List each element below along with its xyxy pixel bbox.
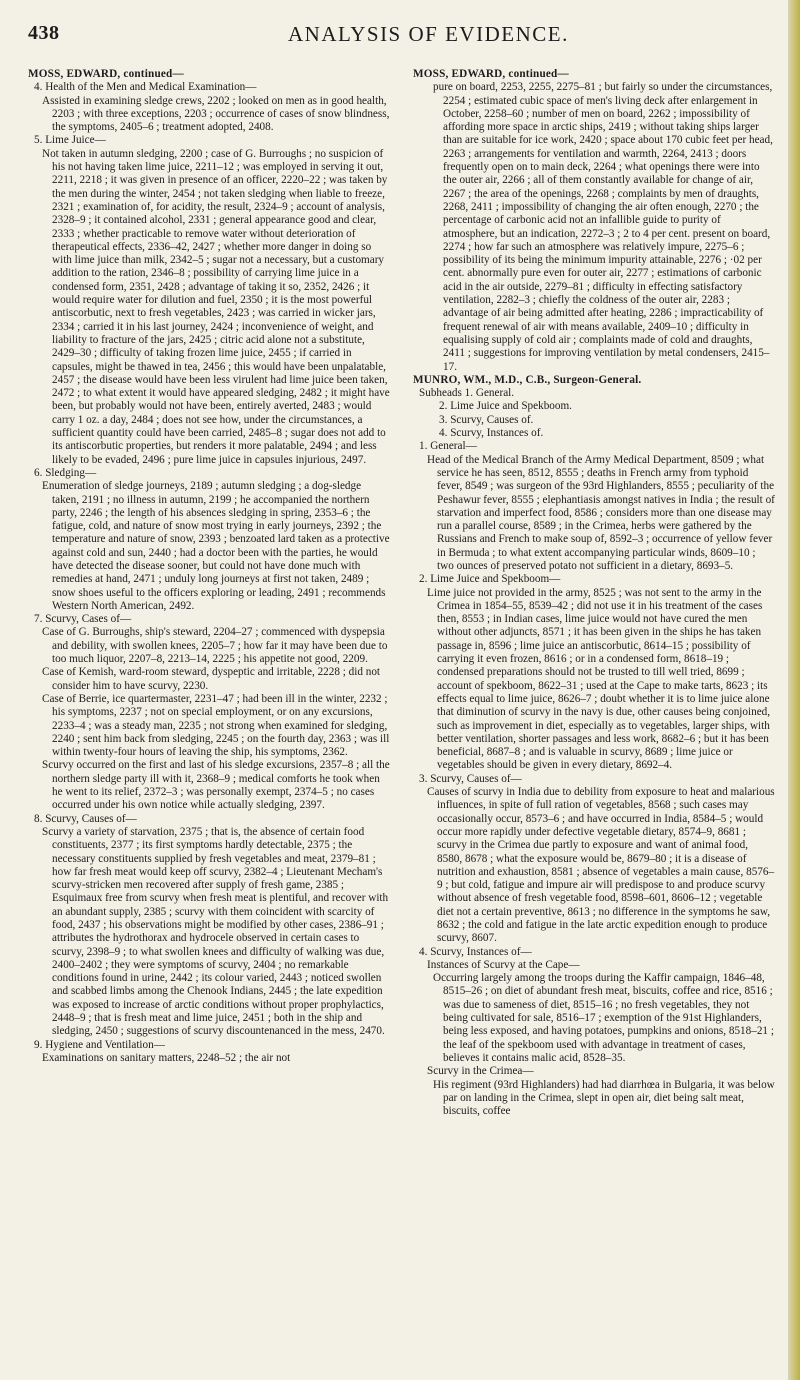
index-entry: Assisted in examining sledge crews, 2202 ; looked on men as in good health, 2203 ; with three exceptions, 2203 ; occurrence of cases of snow blindness, the symptoms, 2405–6 ; treatment adopted, 2408. [42, 94, 390, 134]
page-number: 438 [28, 22, 60, 44]
index-entry: Enumeration of sledge journeys, 2189 ; autumn sledging ; a dog-sledge taken, 2191 ; no illness in autumn, 2199 ; he accompanied the northern party, 2246 ; the length of his absences sledging in spring, 2353–6 ; the fatigue, cold, and nature of snow most trying in early journeys, 2392 ; the temperature and nature of snow, 2393 ; benzoated lard taken as a protective against cold and sun, 2440 ; had a doctor been with the parties, he would have detected the disease sooner, but could not have done much with remedies at hand, 2471 ; unduly long journeys at first not taken, 2489 ; snow shoes useful to the officers exploring or leading, 2491 ; recommends Western North American, 2492. [42, 480, 390, 612]
index-subhead: 2. Lime Juice and Spekboom— [419, 573, 561, 586]
index-subhead: 4. Health of the Men and Medical Examination— [34, 81, 257, 94]
index-entry: Head of the Medical Branch of the Army Medical Department, 8509 ; what service he has seen, 8512, 8555 ; deaths in French army from typhoid fever, 8549 ; was surgeon of the 93rd Highlanders, 8555 ; peculiarity of the Peshawur fever, 8555 ; elephantiasis amongst natives in India ; the result of starvation and imperfect food, 8586 ; considers more than one disease may run a parallel course, 8589 ; in the Crimea, herbs were gathered by the Russians and French to make soup of, 8592–3 ; occurrence of yellow fever in Bermuda ; to what extent accompanying particular winds, 8609–10 ; two ounces of preserved potato not sufficient in a dietary, 8693–5. [427, 453, 775, 572]
index-subhead: 8. Scurvy, Causes of— [34, 812, 137, 825]
index-subhead: Subheads 1. General. [419, 387, 515, 400]
index-heading: MOSS, EDWARD, continued— [28, 68, 184, 80]
left-column [28, 68, 390, 1358]
running-head: ANALYSIS OF EVIDENCE. [288, 22, 569, 46]
index-entry: Scurvy in the Crimea— [427, 1065, 534, 1078]
index-entry: Case of G. Burroughs, ship's steward, 2204–27 ; commenced with dyspepsia and debility, with swollen knees, 2205–7 ; how far it may have been due to too much liquor, 2207–8, 2213–14, 2225 ; his appetite not good, 2209. [42, 626, 388, 666]
page-edge-strip [788, 0, 800, 1380]
index-subhead: 1. General— [419, 440, 477, 453]
page-header [28, 22, 768, 48]
text-columns [28, 68, 780, 1358]
index-entry: Examinations on sanitary matters, 2248–52 ; the air not [42, 1051, 291, 1064]
index-entry: Scurvy a variety of starvation, 2375 ; that is, the absence of certain food constituents, 2377 ; its first symptoms hardly detectable, 2375 ; the necessary constituents supplied by fresh vegetables and meat, 2379–81 ; how far fresh meat would keep off scurvy, 2382–4 ; Lieutenant Mecham's scurvy-stricken men recovered after supply of fresh game, 2385 ; Esquimaux free from scurvy when fresh meat is plentiful, and recover with an abundant supply, 2385 ; scurvy with them coincident with scarcity of food, 2437 ; his observations might be modified by other cases, 2386–91 ; attributes the hydrothorax and hydrocele observed in certain cases to scurvy, 2398–9 ; to what swollen knees and difficulty of walking was due, 2400–2402 ; they were symptoms of scurvy, 2404 ; no remarkable conditions found in urine, 2442 ; its colour varied, 2443 ; noticed swollen and scabbed limbs among the Chenook Indians, 2445 ; the late expedition was exposed to increase of arctic conditions without proper prophylactics, 2448–9 ; that is fresh meat and lime juice, 2451 ; both in the ship and sledging, 2450 ; suggestions of scurvy discountenanced in the mess, 2470. [42, 825, 389, 1038]
index-entry: 3. Scurvy, Causes of. [439, 413, 534, 426]
index-entry: 2. Lime Juice and Spekboom. [439, 400, 572, 413]
index-entry: Scurvy occurred on the first and last of his sledge excursions, 2357–8 ; all the northern sledge party ill with it, 2368–9 ; medical comforts he took when he went to its relief, 2372–3 ; was personally exempt, 2374–5 ; no cases occurred under his own notice while actually sledging, 2397. [42, 759, 390, 812]
index-subhead: 6. Sledging— [34, 466, 97, 479]
index-entry: Occurring largely among the troops during the Kaffir campaign, 1846–48, 8515–26 ; on diet of abundant fresh meat, biscuits, coffee and rice, 8516 ; was due to sameness of diet, 8515–16 ; no fresh vegetables, they not being cultivated for sale, 8516–17 ; exemption of the 91st Highlanders, being less exposed, and having potatoes, pumpkins and onions, 8518–21 ; the leaf of the spekboom used with advantage in treatment of cases, believes it contains malic acid, 8528–35. [433, 972, 774, 1064]
index-entry: His regiment (93rd Highlanders) had had diarrhœa in Bulgaria, it was below par on landing in the Crimea, slept in open air, diet being salt meat, biscuits, coffee [433, 1078, 775, 1118]
index-subhead: 9. Hygiene and Ventilation— [34, 1038, 165, 1051]
index-entry: Case of Berrie, ice quartermaster, 2231–47 ; had been ill in the winter, 2232 ; his symptoms, 2237 ; not on special employment, or on any excursions, 2233–4 ; was a steady man, 2235 ; not strong when examined for sledging, 2240 ; sent him back from sledging, 2245 ; on the fourth day, 2363 ; was ill within twenty-four hours of leaving the ship, his symptoms, 2362. [42, 692, 390, 759]
index-heading: MUNRO, WM., M.D., C.B., Surgeon-General. [413, 373, 642, 386]
index-entry: pure on board, 2253, 2255, 2275–81 ; but fairly so under the circumstances, 2254 ; estimated cubic space of men's living deck after enlargement in October, 2258–60 ; number of men on board, 2262 ; impossibility of affording more space in arctic ships, 2419 ; without taking ships larger than are suitable for ice work, 2420 ; space about 170 cubic feet per head, 2263 ; arrangements for ventilation and warmth, 2264, 2413 ; doors frequently open on to main deck, 2264 ; what openings there were into the outer air, 2266 ; all of them constantly available for change of air, 2267 ; the area of the openings, 2268 ; complaints by men of draughts, 2268, 2411 ; impossibility of changing the air often enough, 2270 ; the percentage of carbonic acid not an infallible guide to purity of atmosphere, but an indication, 2272–3 ; 2 to 4 per cent. present on board, 2274 ; how far such an atmosphere was relatively impure, 2275–6 ; possibility of its being the minimum impurity attainable, 2276 ; ·02 per cent. abnormally pure even for outer air, 2277 ; estimations of carbonic acid in the air outside, 2279–81 ; difficulty in effecting satisfactory ventilation, 2282–3 ; chiefly the coldness of the outer air, 2283 ; advantage of air being admitted after heating, 2286 ; impracticability of frequent renewal of air with means available, 2409–10 ; difficulty in equalising supply of cold air ; complaints made of cold and draughts, 2411 ; suggestions for improving ventilation by metal condensers, 2415–17. [433, 81, 773, 373]
index-entry: 4. Scurvy, Instances of. [439, 427, 544, 440]
index-subhead: 4. Scurvy, Instances of— [419, 945, 532, 958]
index-entry: Case of Kemish, ward-room steward, dyspeptic and irritable, 2228 ; did not consider him to have scurvy, 2230. [42, 666, 381, 692]
index-entry: Lime juice not provided in the army, 8525 ; was not sent to the army in the Crimea in 1854–55, 8539–42 ; did not use it in his treatment of the cases then, 8553 ; in Indian cases, lime juice would not have cured the men without other adjuncts, 8571 ; it has been given in the ships he has taken passage in, 8596 ; lime juice an antiscorbutic, 8614–15 ; possibility of carrying it even frozen, 8616 ; or in a condensed form, 8618–19 ; condensed preparations should not be trusted to till well tried, 8699 ; account of spekboom, 8622–31 ; used at the Cape to make tarts, 8623 ; its effects equal to lime juice, 8626–7 ; doubt whether it is to lime juice alone that diminution of scurvy in the navy is due, other causes being conjoined, such as improvement in diet, especially as to vegetables, larger ships, with better ventilation, shorter passages and less work, 8682–6 ; but it has been beneficial, 8687–8 ; and is valuable in scurvy, 8689 ; lime juice or vegetables should be given in every dietary, 8692–4. [427, 586, 771, 772]
index-entry: Causes of scurvy in India due to debility from exposure to heat and malarious influences, in spite of full ration of vegetables, 8568 ; such cases may occasionally occur, 8573–6 ; and have occurred in India, 8584–5 ; would occur more rapidly under defective vegetable dietary, 8574–9, 8681 ; scurvy in the Crimea due partly to exposure and want of animal food, 8580, 8678 ; what the exposure would be, 8679–80 ; it is a disease of nutrition and exhaustion, 8581 ; absence of vegetables a main cause, 8576–9 ; but cold, fatigue and impure air will predispose to and produce scurvy without absence of fresh vegetable food, 8598–601, 8606–12 ; vegetable diet not a certain preventive, 8613 ; no difference in the symptoms he saw, 8632 ; the cold and fatigue in the late arctic expedition enough to produce scurvy, 8607. [427, 786, 775, 945]
index-subhead: 3. Scurvy, Causes of— [419, 772, 522, 785]
index-subhead: 7. Scurvy, Cases of— [34, 613, 132, 626]
index-entry: Instances of Scurvy at the Cape— [427, 958, 580, 971]
index-heading: MOSS, EDWARD, continued— [413, 68, 569, 80]
index-subhead: 5. Lime Juice— [34, 134, 106, 147]
right-column [413, 68, 775, 1358]
index-entry: Not taken in autumn sledging, 2200 ; case of G. Burroughs ; no suspicion of his not having taken lime juice, 2211–12 ; was employed in serving it out, 2211, 2218 ; it was given in presence of an officer, 2220–22 ; was taken by the men during the winter, 2454 ; not taken sledging when liable to freeze, 2321 ; examination of, for acidity, the result, 2324–9 ; account of analysis, 2328–9 ; it contained alcohol, 2331 ; general appearance good and clear, 2333 ; whether practicable to remove water without deterioration of therapeutical effects, 2336–42, 2427 ; whether more danger in doing so with lime juice than milk, 2342–5 ; sugar not a necessary, but a customary addition to the ration, 2346–8 ; possibility of carrying lime juice in a condensed form, 2351, 2428 ; advantage of taking it so, 2352, 2426 ; it would require water for dilution and fuel, 2350 ; it is the most powerful antiscorbutic, next to fresh vegetables, 2423 ; was carried in wicker jars, 2334 ; carried it in his last journey, 2424 ; inconvenience of weight, and liability to fracture of the jars, 2425 ; citric acid alone not a substitute, 2429–30 ; difficulty of taking frozen lime juice, 2455 ; if carried in capsules, might be thawed in tea, 2456 ; this would have been unpalatable, 2457 ; the disease would have been less virulent had lime juice been taken, 2472 ; to what extent it would have appeared sledging, 2482 ; it might have been, but probably would not have been, entirely averted, 2483 ; would carry 1 oz. a day, 2484 ; does not see how, under the circumstances, a sufficient quantity could have been carried, 2485–8 ; sugar does not add to its antiscorbutic properties, but renders it more palatable, 2494 ; and less likely to be evaded, 2496 ; pure lime juice in capsules injurious, 2497. [42, 147, 390, 466]
